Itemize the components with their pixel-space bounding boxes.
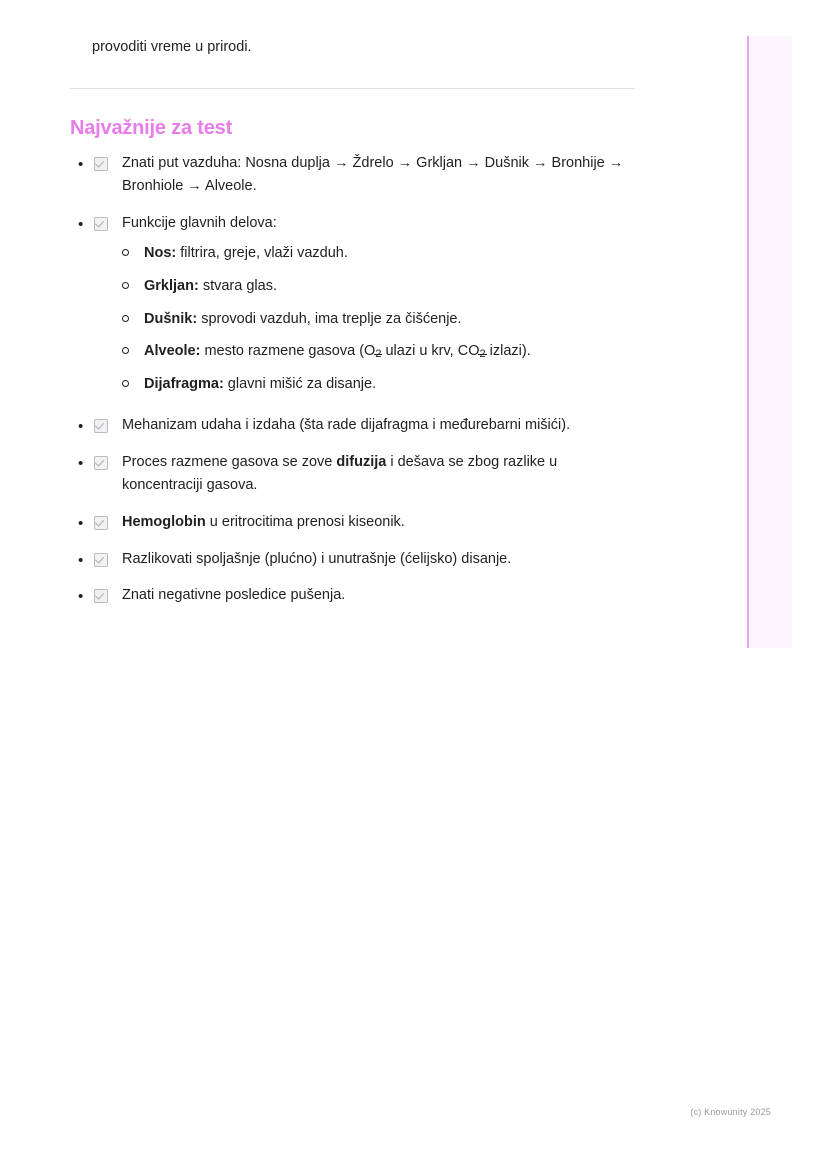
list-item-text-after: i dešava se zbog razlike u koncentraciji gasova. (122, 453, 558, 493)
sublist-item-label: Dijafragma: (144, 376, 224, 393)
sublist-item (122, 309, 635, 331)
sublist-item-label: Nos: (144, 245, 177, 262)
lead-paragraph: provoditi vreme u prirodi. (92, 39, 252, 55)
list-item (70, 451, 635, 497)
sublist-item-label: Alveole: (144, 343, 201, 360)
list-item-text-after: u eritrocitima prenosi kiseonik. (205, 513, 405, 530)
checkbox-icon[interactable] (94, 157, 108, 171)
bullet-icon: • (78, 156, 84, 174)
list-item-text: Funkcije glavnih delova: (122, 215, 277, 232)
footer-copyright: (c) Knowunity 2025 (690, 1107, 771, 1117)
list-item-text: Znati negativne posledice pušenja. (122, 587, 346, 604)
sublist-item-text: glavni mišić za disanje. (223, 376, 377, 393)
sublist-item (122, 341, 635, 363)
sublist-item-label: Dušnik: (144, 310, 198, 327)
checkbox-icon[interactable] (94, 589, 108, 603)
subscript-two: 2 (479, 348, 486, 361)
list-item-text: Mehanizam udaha i izdaha (šta rade dijafragma i međurebarni mišići). (122, 416, 571, 433)
circle-bullet-icon (122, 282, 129, 289)
circle-bullet-icon (122, 315, 129, 322)
bullet-icon: • (78, 514, 84, 532)
bullet-icon: • (78, 454, 84, 472)
list-item-text: Razlikovati spoljašnje (plućno) i unutrašnje (ćelijsko) disanje. (122, 550, 512, 567)
bullet-icon: • (78, 216, 84, 234)
sublist-item (122, 276, 635, 298)
list-item-bold: difuzija (336, 453, 387, 470)
sublist-item (122, 243, 635, 265)
list-item-text-before: Proces razmene gasova se zove (122, 453, 337, 470)
bullet-icon: • (78, 551, 84, 569)
sublist-item-text: filtrira, greje, vlaži vazduh. (176, 245, 348, 262)
list-item-text: Znati put vazduha: Nosna duplja → Ždrelo → Grkljan → Dušnik → Bronhije → Bronhiole → Alveole. (122, 155, 624, 195)
checklist (70, 152, 635, 607)
section-divider (70, 88, 635, 89)
checkbox-icon[interactable] (94, 419, 108, 433)
list-item (70, 584, 635, 607)
list-item (70, 511, 635, 534)
decorative-side-strip (748, 36, 792, 648)
document-content (70, 36, 635, 621)
list-item (70, 212, 635, 396)
checkbox-icon[interactable] (94, 456, 108, 470)
list-item (70, 152, 635, 198)
decorative-side-strip-edge (747, 36, 749, 648)
sublist-item-text-alveole: mesto razmene gasova (O2 ulazi u krv, CO2 izlazi). (200, 343, 531, 361)
checkbox-icon[interactable] (94, 217, 108, 231)
list-item-bold: Hemoglobin (122, 513, 206, 530)
subscript-two: 2 (375, 348, 382, 361)
checkbox-icon[interactable] (94, 553, 108, 567)
circle-bullet-icon (122, 249, 129, 256)
bullet-icon: • (78, 588, 84, 606)
sublist-item-text: sprovodi vazduh, ima treplje za čišćenje. (197, 310, 462, 327)
list-item (70, 548, 635, 571)
circle-bullet-icon (122, 347, 129, 354)
page-title: Najvažnije za test (70, 117, 233, 140)
circle-bullet-icon (122, 380, 129, 387)
checkbox-icon[interactable] (94, 516, 108, 530)
bullet-icon: • (78, 417, 84, 435)
sublist-item-label: Grkljan: (144, 277, 199, 294)
sublist-item (122, 374, 635, 396)
sublist-functions (122, 243, 635, 396)
list-item (70, 414, 635, 437)
sublist-item-text: stvara glas. (198, 277, 277, 294)
